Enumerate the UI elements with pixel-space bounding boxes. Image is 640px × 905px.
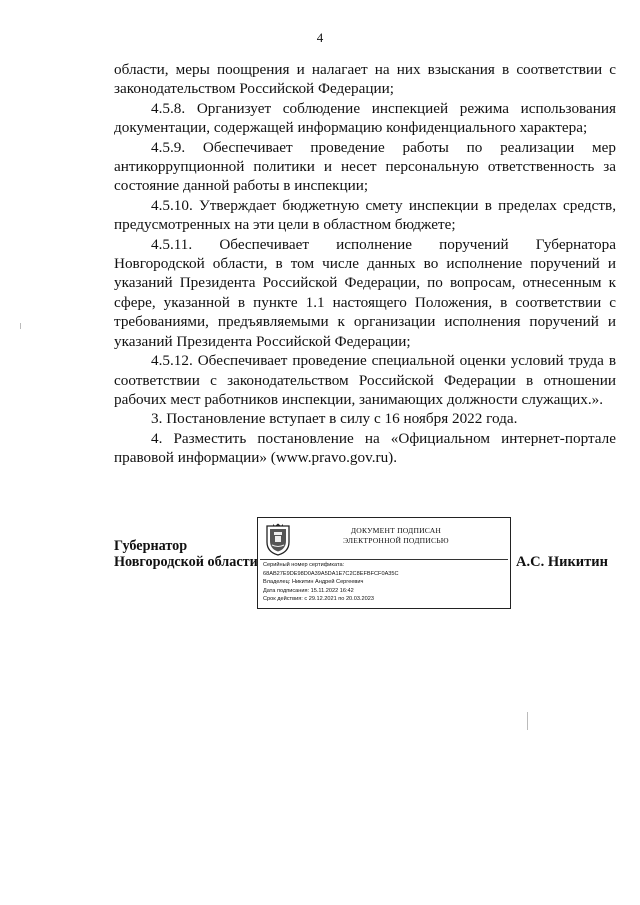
page-number: 4 xyxy=(316,30,324,45)
signing-date: Дата подписания: 15.11.2022 16:42 xyxy=(263,587,354,594)
paragraph-4-5-10: 4.5.10. Утверждает бюджетную смету инспекции в пределах средств, предусмотренных на эти цели в областном бюджете; xyxy=(114,196,616,234)
signatory-position xyxy=(114,538,258,570)
paragraph-4-5-8: 4.5.8. Организует соблюдение инспекцией режима использования документации, содержащей информацию конфиденциального характера; xyxy=(114,99,616,137)
stamp-divider xyxy=(260,559,508,560)
certificate-label: Серийный номер сертификата: xyxy=(263,562,345,568)
certificate-validity: Срок действия: с 29.12.2021 по 20.03.2023 xyxy=(263,596,374,603)
electronic-signature-stamp xyxy=(257,517,511,609)
stamp-details xyxy=(263,561,507,604)
stamp-header-line2: ЭЛЕКТРОННОЙ ПОДПИСЬЮ xyxy=(343,536,449,545)
coat-of-arms-icon xyxy=(264,523,292,557)
signatory-position-line2: Новгородской области xyxy=(114,554,258,570)
scan-mark xyxy=(20,323,21,329)
certificate-number: 68AB27E9DE98D0A39A5DA1E7C2C8EFBFCF0A35C xyxy=(263,570,399,577)
paragraph-continuation: области, меры поощрения и налагает на них взыскания в соответствии с законодательством Российской Федерации; xyxy=(114,61,616,98)
paragraph-4-5-11: 4.5.11. Обеспечивает исполнение поручений Губернатора Новгородской области, в том числе данных во исполнение поручений и указаний Президента Российской Федерации, по вопросам, отнесенным к сфере, указанной в пункте 1.1 настоящего Положения, в соответствии с требованиями, предъявляемыми к организации исполнения поручений и указаний Президента Российской Федерации; xyxy=(114,235,616,350)
paragraph-4-5-12: 4.5.12. Обеспечивает проведение специальной оценки условий труда в соответствии с законодательством Российской Федерации в отношении рабочих мест работников инспекции, занимающих должности служащих.». xyxy=(114,352,616,408)
document-body xyxy=(114,60,616,468)
paragraph-3-effective-date: 3. Постановление вступает в силу с 16 ноября 2022 года. xyxy=(151,410,518,428)
stamp-header-line1: ДОКУМЕНТ ПОДПИСАН xyxy=(350,526,442,535)
signatory-position-line1: Губернатор xyxy=(114,538,188,554)
paragraph-4-5-9: 4.5.9. Обеспечивает проведение работы по реализации мер антикоррупционной политики и несет персональную ответственность за состояние данной работы в инспекции; xyxy=(114,138,616,195)
signatory-name: А.С. Никитин xyxy=(516,554,608,570)
certificate-owner: Владелец: Никитин Андрей Сергеевич xyxy=(263,579,364,586)
paragraph-4-publication: 4. Разместить постановление на «Официальном интернет-портале правовой информации» (www.pravo.gov.ru). xyxy=(114,429,616,467)
scan-mark xyxy=(527,712,528,730)
stamp-header xyxy=(298,526,494,546)
